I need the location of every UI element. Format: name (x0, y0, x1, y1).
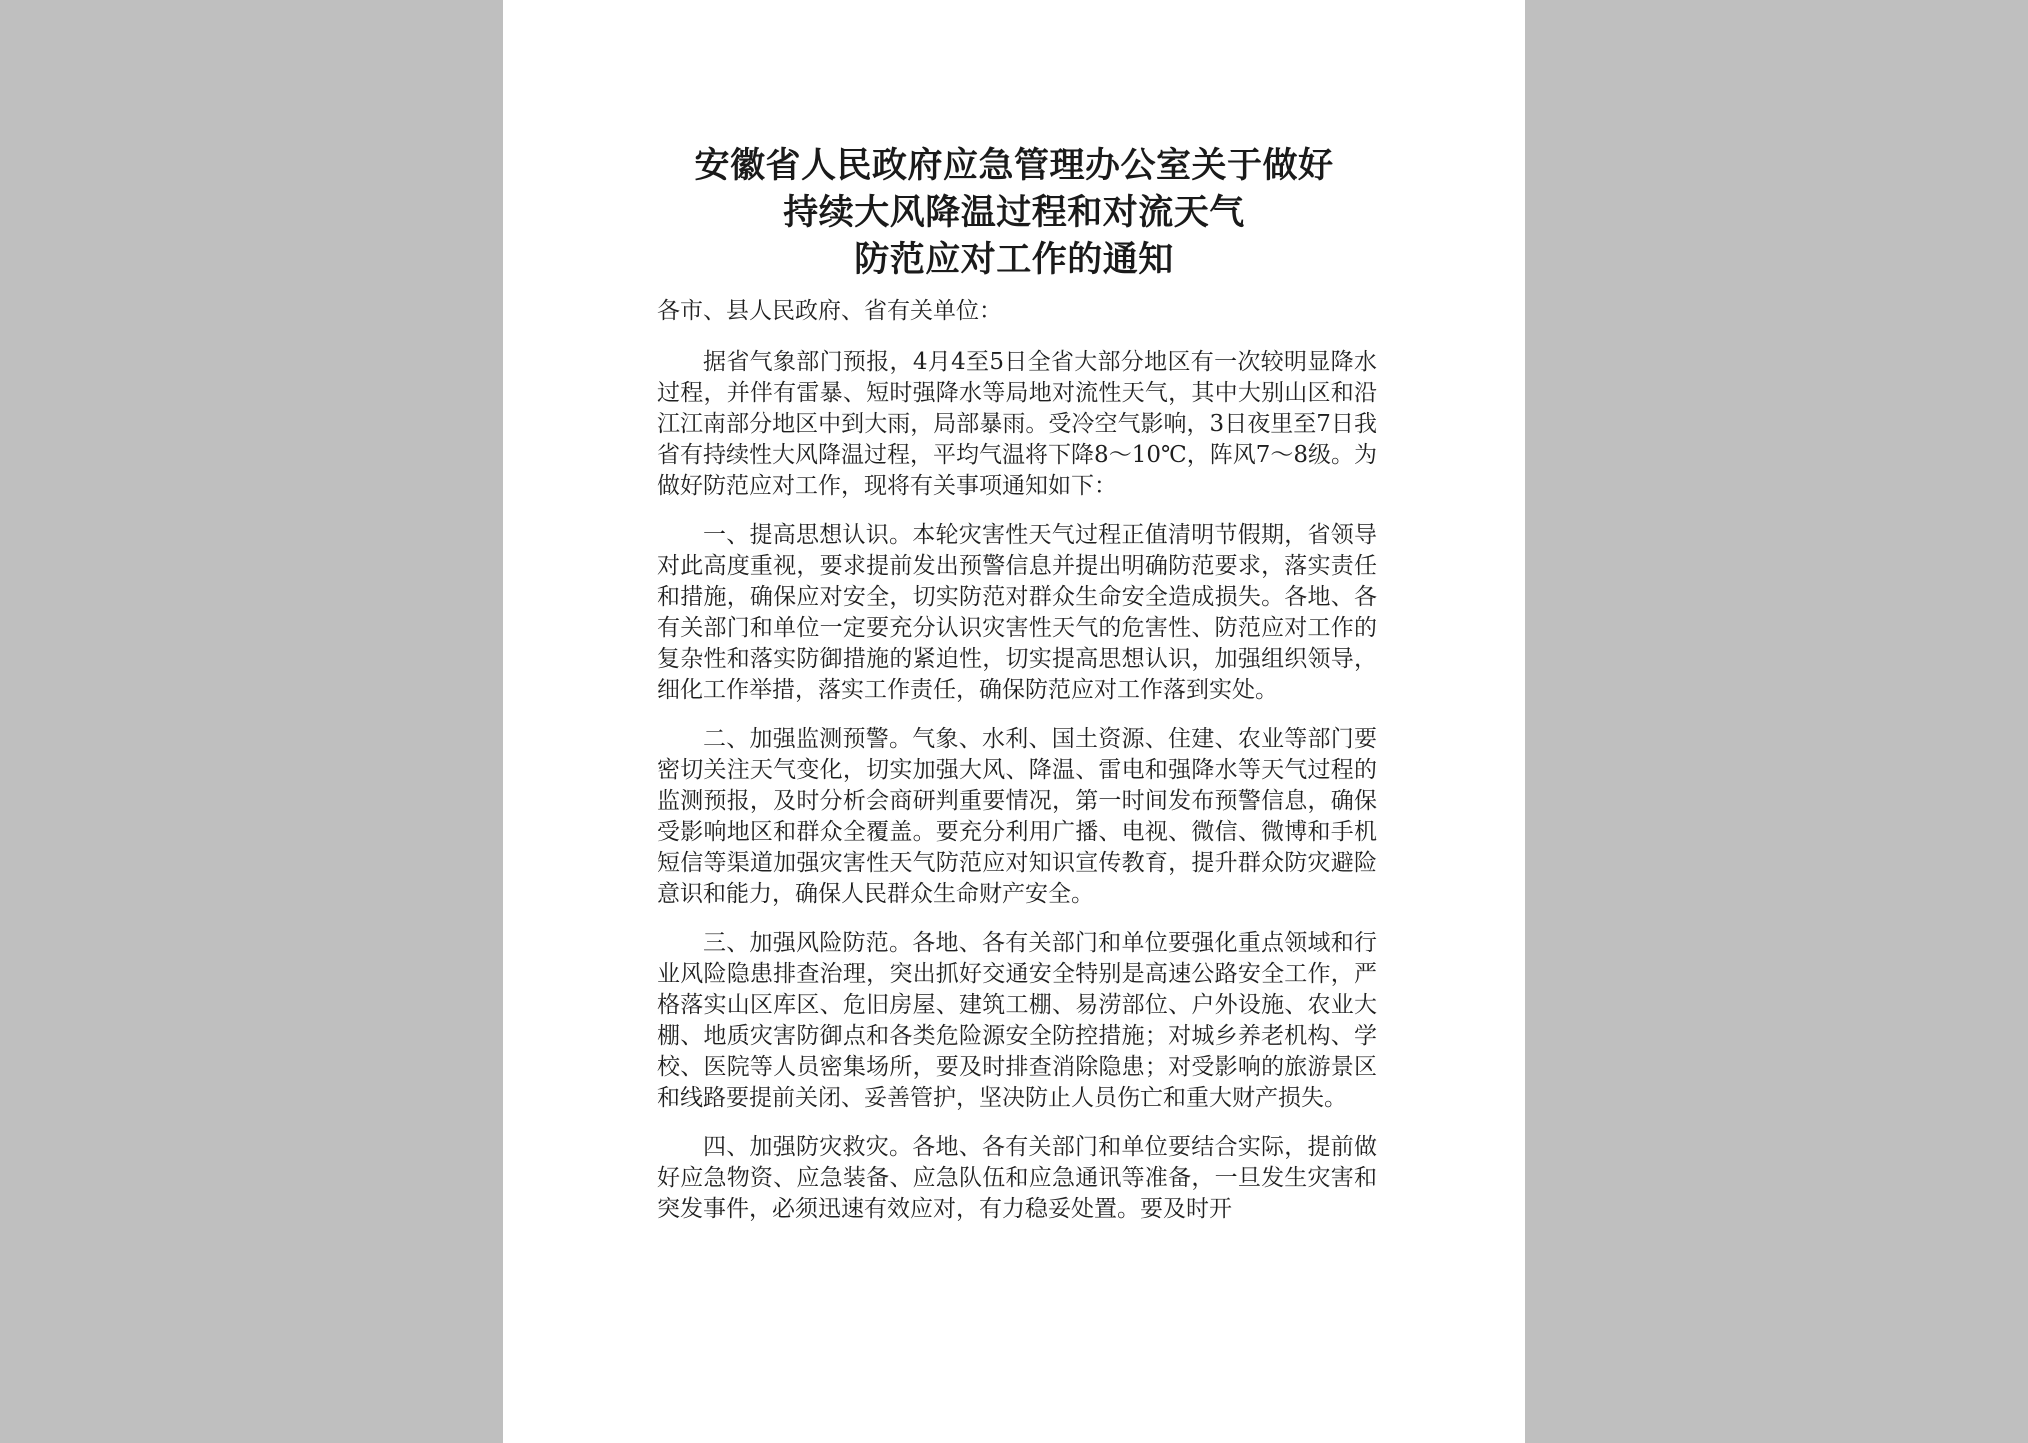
paragraph-section-3: 三、加强风险防范。各地、各有关部门和单位要强化重点领域和行业风险隐患排查治理，突出抓好交通安全特别是高速公路安全工作，严格落实山区库区、危旧房屋、建筑工棚、易涝部位、户外设施、农业大棚、地质灾害防御点和各类危险源安全防控措施；对城乡养老机构、学校、医院等人员密集场所，要及时排查消除隐患；对受影响的旅游景区和线路要提前关闭、妥善管护，坚决防止人员伤亡和重大财产损失。 (657, 930, 1377, 1111)
document-page (503, 0, 1525, 1443)
title-line-1: 安徽省人民政府应急管理办公室关于做好 (694, 145, 1334, 186)
document-title (503, 142, 1525, 283)
paragraph-intro: 据省气象部门预报，4月4至5日全省大部分地区有一次较明显降水过程，并伴有雷暴、短时强降水等局地对流性天气，其中大别山区和沿江江南部分地区中到大雨，局部暴雨。受冷空气影响，3日夜里至7日我省有持续性大风降温过程，平均气温将下降8～10℃，阵风7～8级。为做好防范应对工作，现将有关事项通知如下： (657, 349, 1377, 499)
document-body (657, 296, 1377, 1243)
paragraph-section-1: 一、提高思想认识。本轮灾害性天气过程正值清明节假期，省领导对此高度重视，要求提前发出预警信息并提出明确防范要求，落实责任和措施，确保应对安全，切实防范对群众生命安全造成损失。各地、各有关部门和单位一定要充分认识灾害性天气的危害性、防范应对工作的复杂性和落实防御措施的紧迫性，切实提高思想认识，加强组织领导，细化工作举措，落实工作责任，确保防范应对工作落到实处。 (657, 522, 1377, 703)
paragraph-section-2: 二、加强监测预警。气象、水利、国土资源、住建、农业等部门要密切关注天气变化，切实加强大风、降温、雷电和强降水等天气过程的监测预报，及时分析会商研判重要情况，第一时间发布预警信息，确保受影响地区和群众全覆盖。要充分利用广播、电视、微信、微博和手机短信等渠道加强灾害性天气防范应对知识宣传教育，提升群众防灾避险意识和能力，确保人民群众生命财产安全。 (657, 726, 1377, 907)
paragraph-section-4: 四、加强防灾救灾。各地、各有关部门和单位要结合实际，提前做好应急物资、应急装备、应急队伍和应急通讯等准备，一旦发生灾害和突发事件，必须迅速有效应对，有力稳妥处置。要及时开 (657, 1134, 1377, 1222)
title-line-2: 持续大风降温过程和对流天气 (783, 192, 1245, 233)
salutation: 各市、县人民政府、省有关单位： (657, 298, 1002, 324)
title-line-3: 防范应对工作的通知 (854, 239, 1174, 280)
